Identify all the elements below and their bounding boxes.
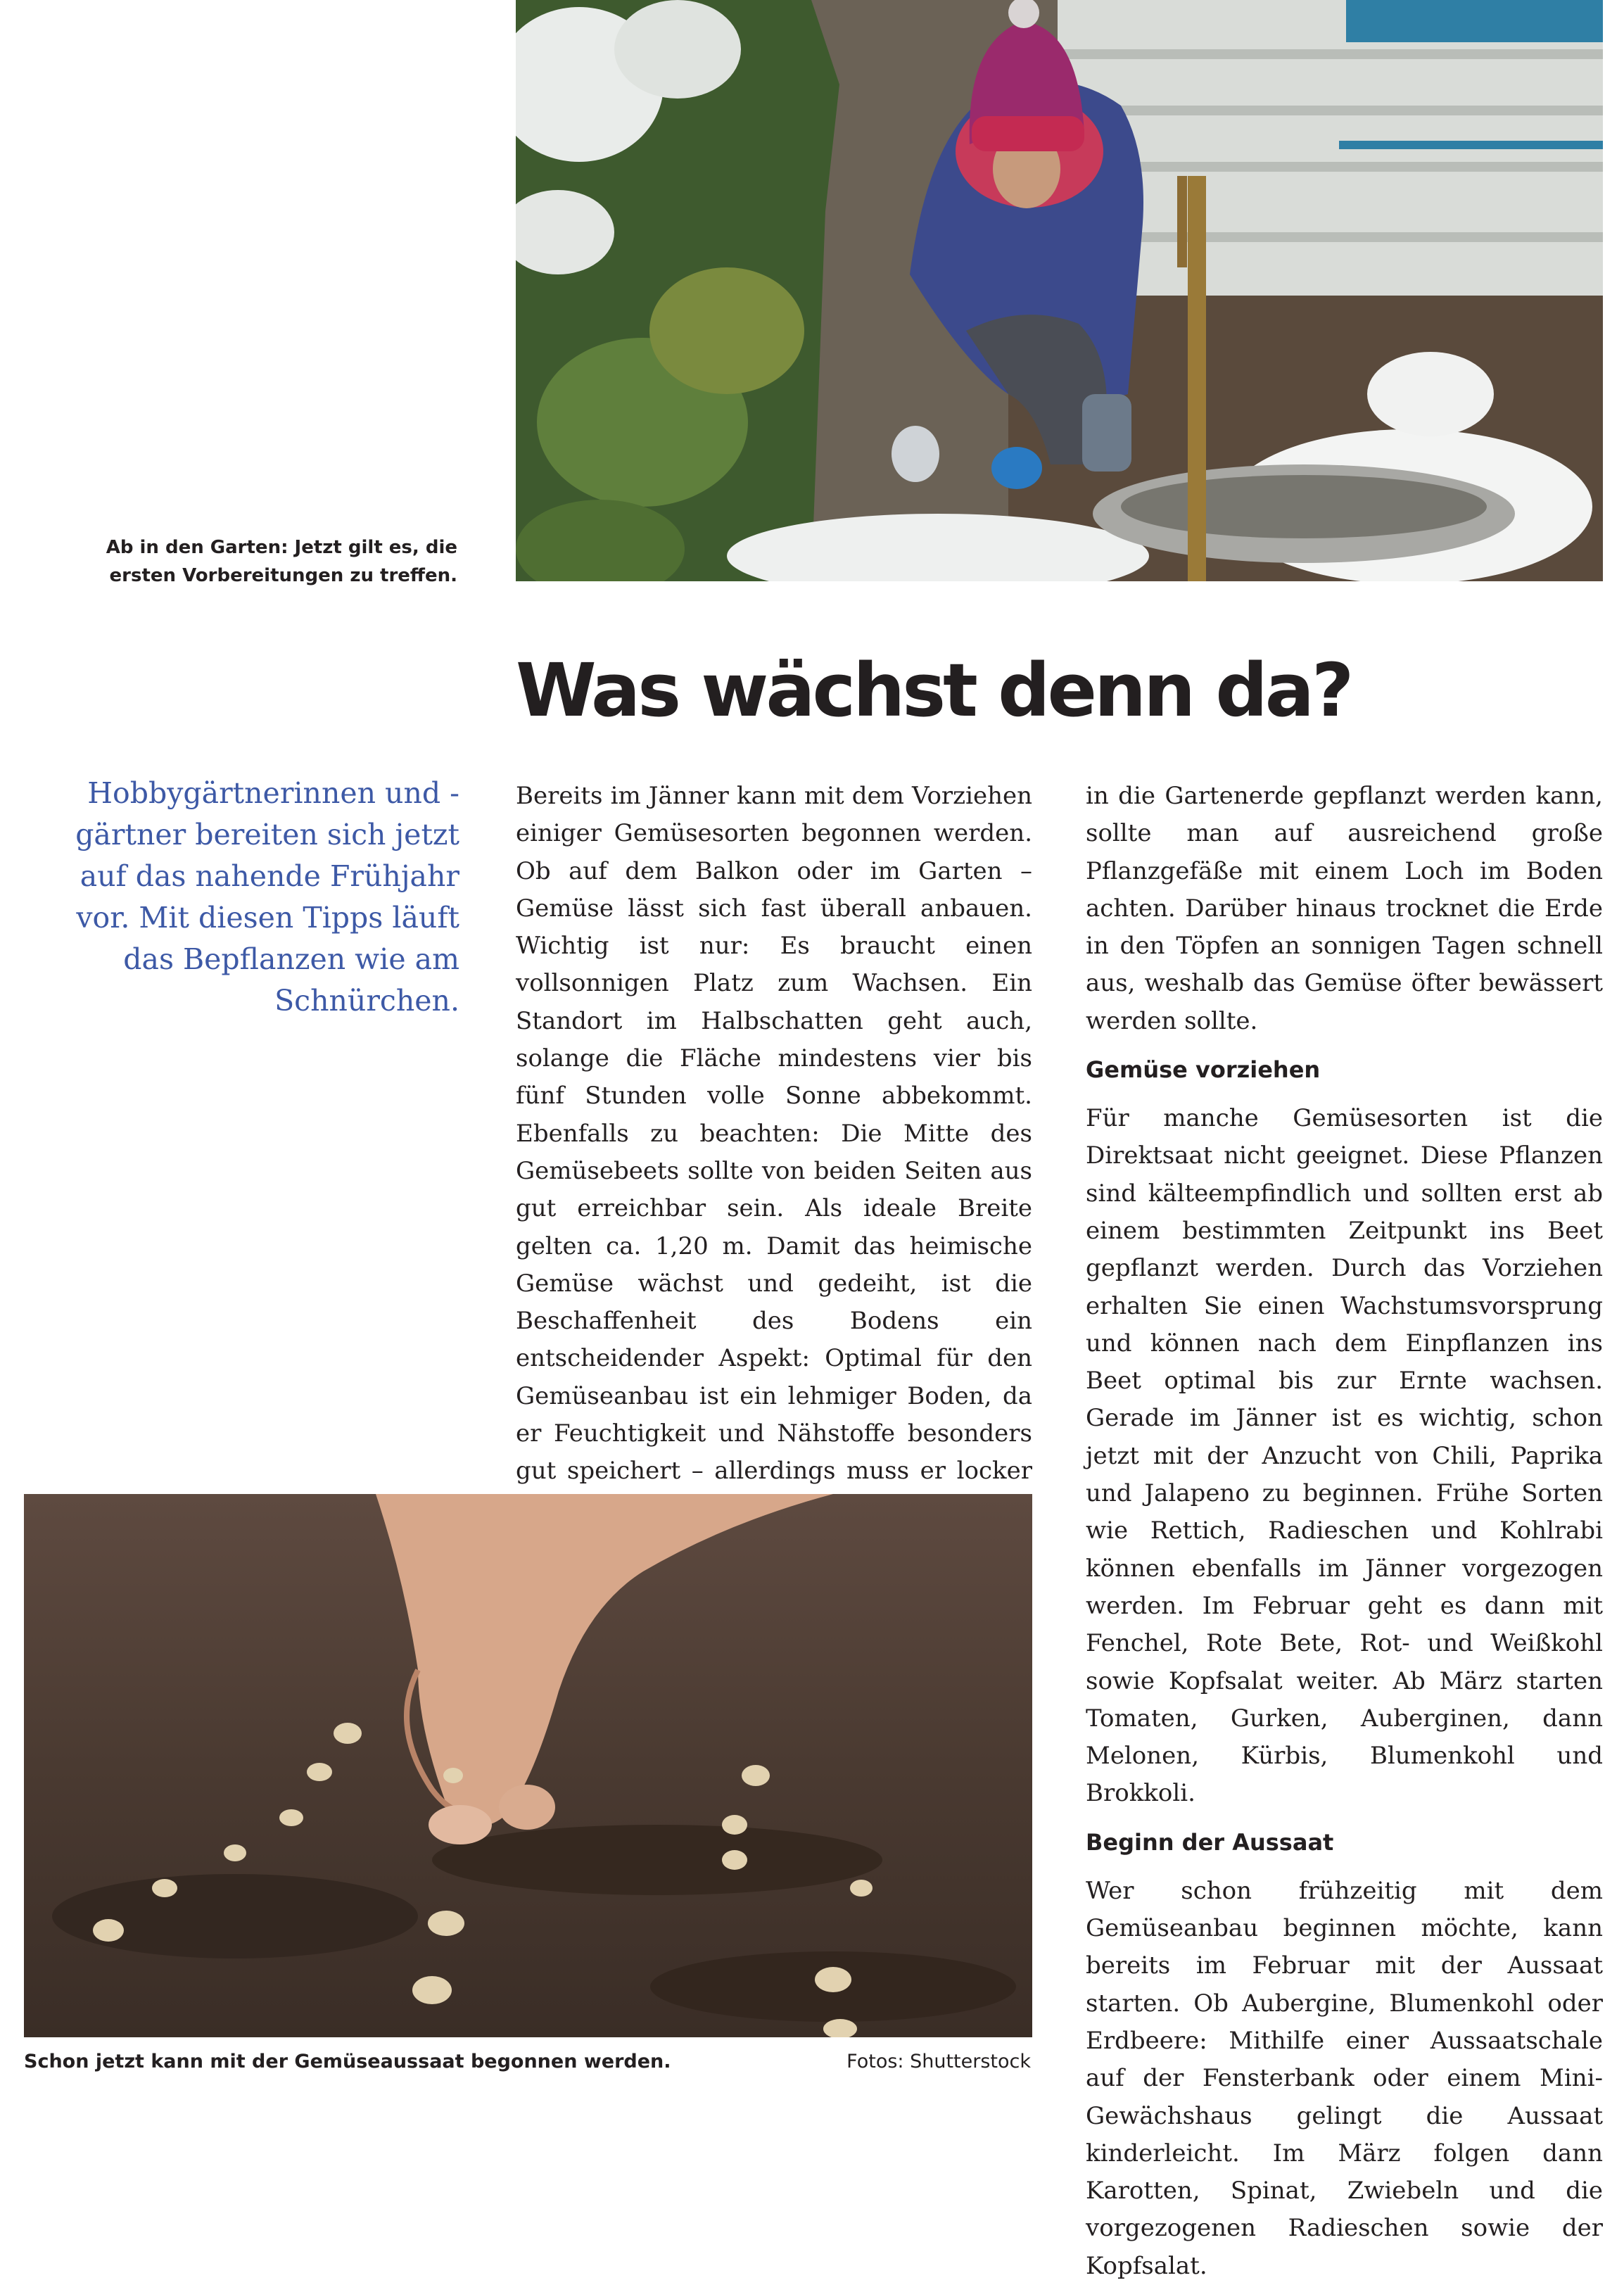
body-paragraph: in die Gartenerde gepflanzt werden kann, sollte man auf ausreichend große Pflanzgefäße mit einem Loch im Boden achten. Darüber hinaus trocknet die Erde in den Töpfen an sonnigen Tagen schnell aus, weshalb das Gemüse öfter bewässert werden sollte.: [1086, 782, 1603, 1035]
subheading-vorziehen: Gemüse vorziehen: [1086, 1056, 1321, 1084]
garden-photo-snow: [516, 0, 1603, 581]
sowing-seeds-photo: [24, 1494, 1032, 2037]
photo-credit: Fotos: Shutterstock: [846, 2051, 1031, 2072]
headline: Was wächst denn da?: [516, 647, 1352, 733]
body-paragraph: Für manche Gemüsesorten ist die Direktsaat nicht geeignet. Diese Pflanzen sind kälteempfindlich und sollten erst ab einem bestimmten Zeitpunkt ins Beet gepflanzt werden. Durch das Vorziehen erhalten Sie einen Wachstumsvorsprung und können nach dem Einpflanzen ins Beet optimal bis zur Ernte wachsen. Gerade im Jänner ist es wichtig, schon jetzt mit der Anzucht von Chili, Paprika und Jalapeno zu beginnen. Frühe Sorten wie Rettich, Radieschen und Kohlrabi können ebenfalls im Jänner vorgezogen werden. Im Februar geht es dann mit Fenchel, Rote Bete, Rot- und Weißkohl sowie Kopfsalat weiter. Ab März starten Tomaten, Gurken, Auberginen, dann Melonen, Kürbis, Blumenkohl und Brokkoli.: [1086, 1104, 1603, 1808]
top-photo-caption: Ab in den Garten: Jetzt gilt es, die ersten Vorbereitungen zu treffen.: [106, 537, 457, 586]
body-paragraph: Bereits im Jänner kann mit dem Vorziehen einiger Gemüsesorten begonnen werden. Ob auf dem Balkon oder im Garten – Gemüse lässt sich fast überall anbauen. Wichtig ist nur: Es braucht einen vollsonnigen Platz zum Wachsen. Ein Standort im Halbschatten geht auch, solange die Fläche mindestens vier bis fünf Stunden volle Sonne abbekommt. Ebenfalls zu beachten: Die Mitte des Gemüsebeets sollte von beiden Seiten aus gut erreichbar sein. Als ideale Breite gelten ca. 1,20 m. Damit das heimische Gemüse wächst und gedeiht, ist die Beschaffenheit des Bodens ein entscheidender Aspekt: Optimal für den Gemüseanbau ist ein lehmiger Boden, da er Feuchtigkeit und Nähstoffe besonders gut speichert – allerdings muss er locker: [516, 782, 1032, 1486]
intro-text: Hobbygärtnerinnen und -gärtner bereiten sich jetzt auf das nahende Frühjahr vor. Mit diesen Tipps läuft das Bepflanzen wie am Schnürchen.: [75, 776, 459, 1018]
subheading-aussaat: Beginn der Aussaat: [1086, 1828, 1334, 1856]
article-column-2: [1086, 778, 1603, 2285]
body-paragraph: Wer schon frühzeitig mit dem Gemüseanbau beginnen möchte, kann bereits im Februar mit der Aussaat starten. Ob Aubergine, Blumenkohl oder Erdbeere: Mithilfe einer Aussaatschale auf der Fensterbank oder einem Mini-Gewächshaus gelingt die Aussaat kinderleicht. Im März folgen dann Karotten, Spinat, Zwiebeln und die vorgezogenen Radieschen sowie der Kopfsalat.: [1086, 1876, 1603, 2280]
article-column-1: [516, 778, 1032, 1565]
bottom-photo-caption: Schon jetzt kann mit der Gemüseaussaat begonnen werden.: [24, 2051, 671, 2072]
